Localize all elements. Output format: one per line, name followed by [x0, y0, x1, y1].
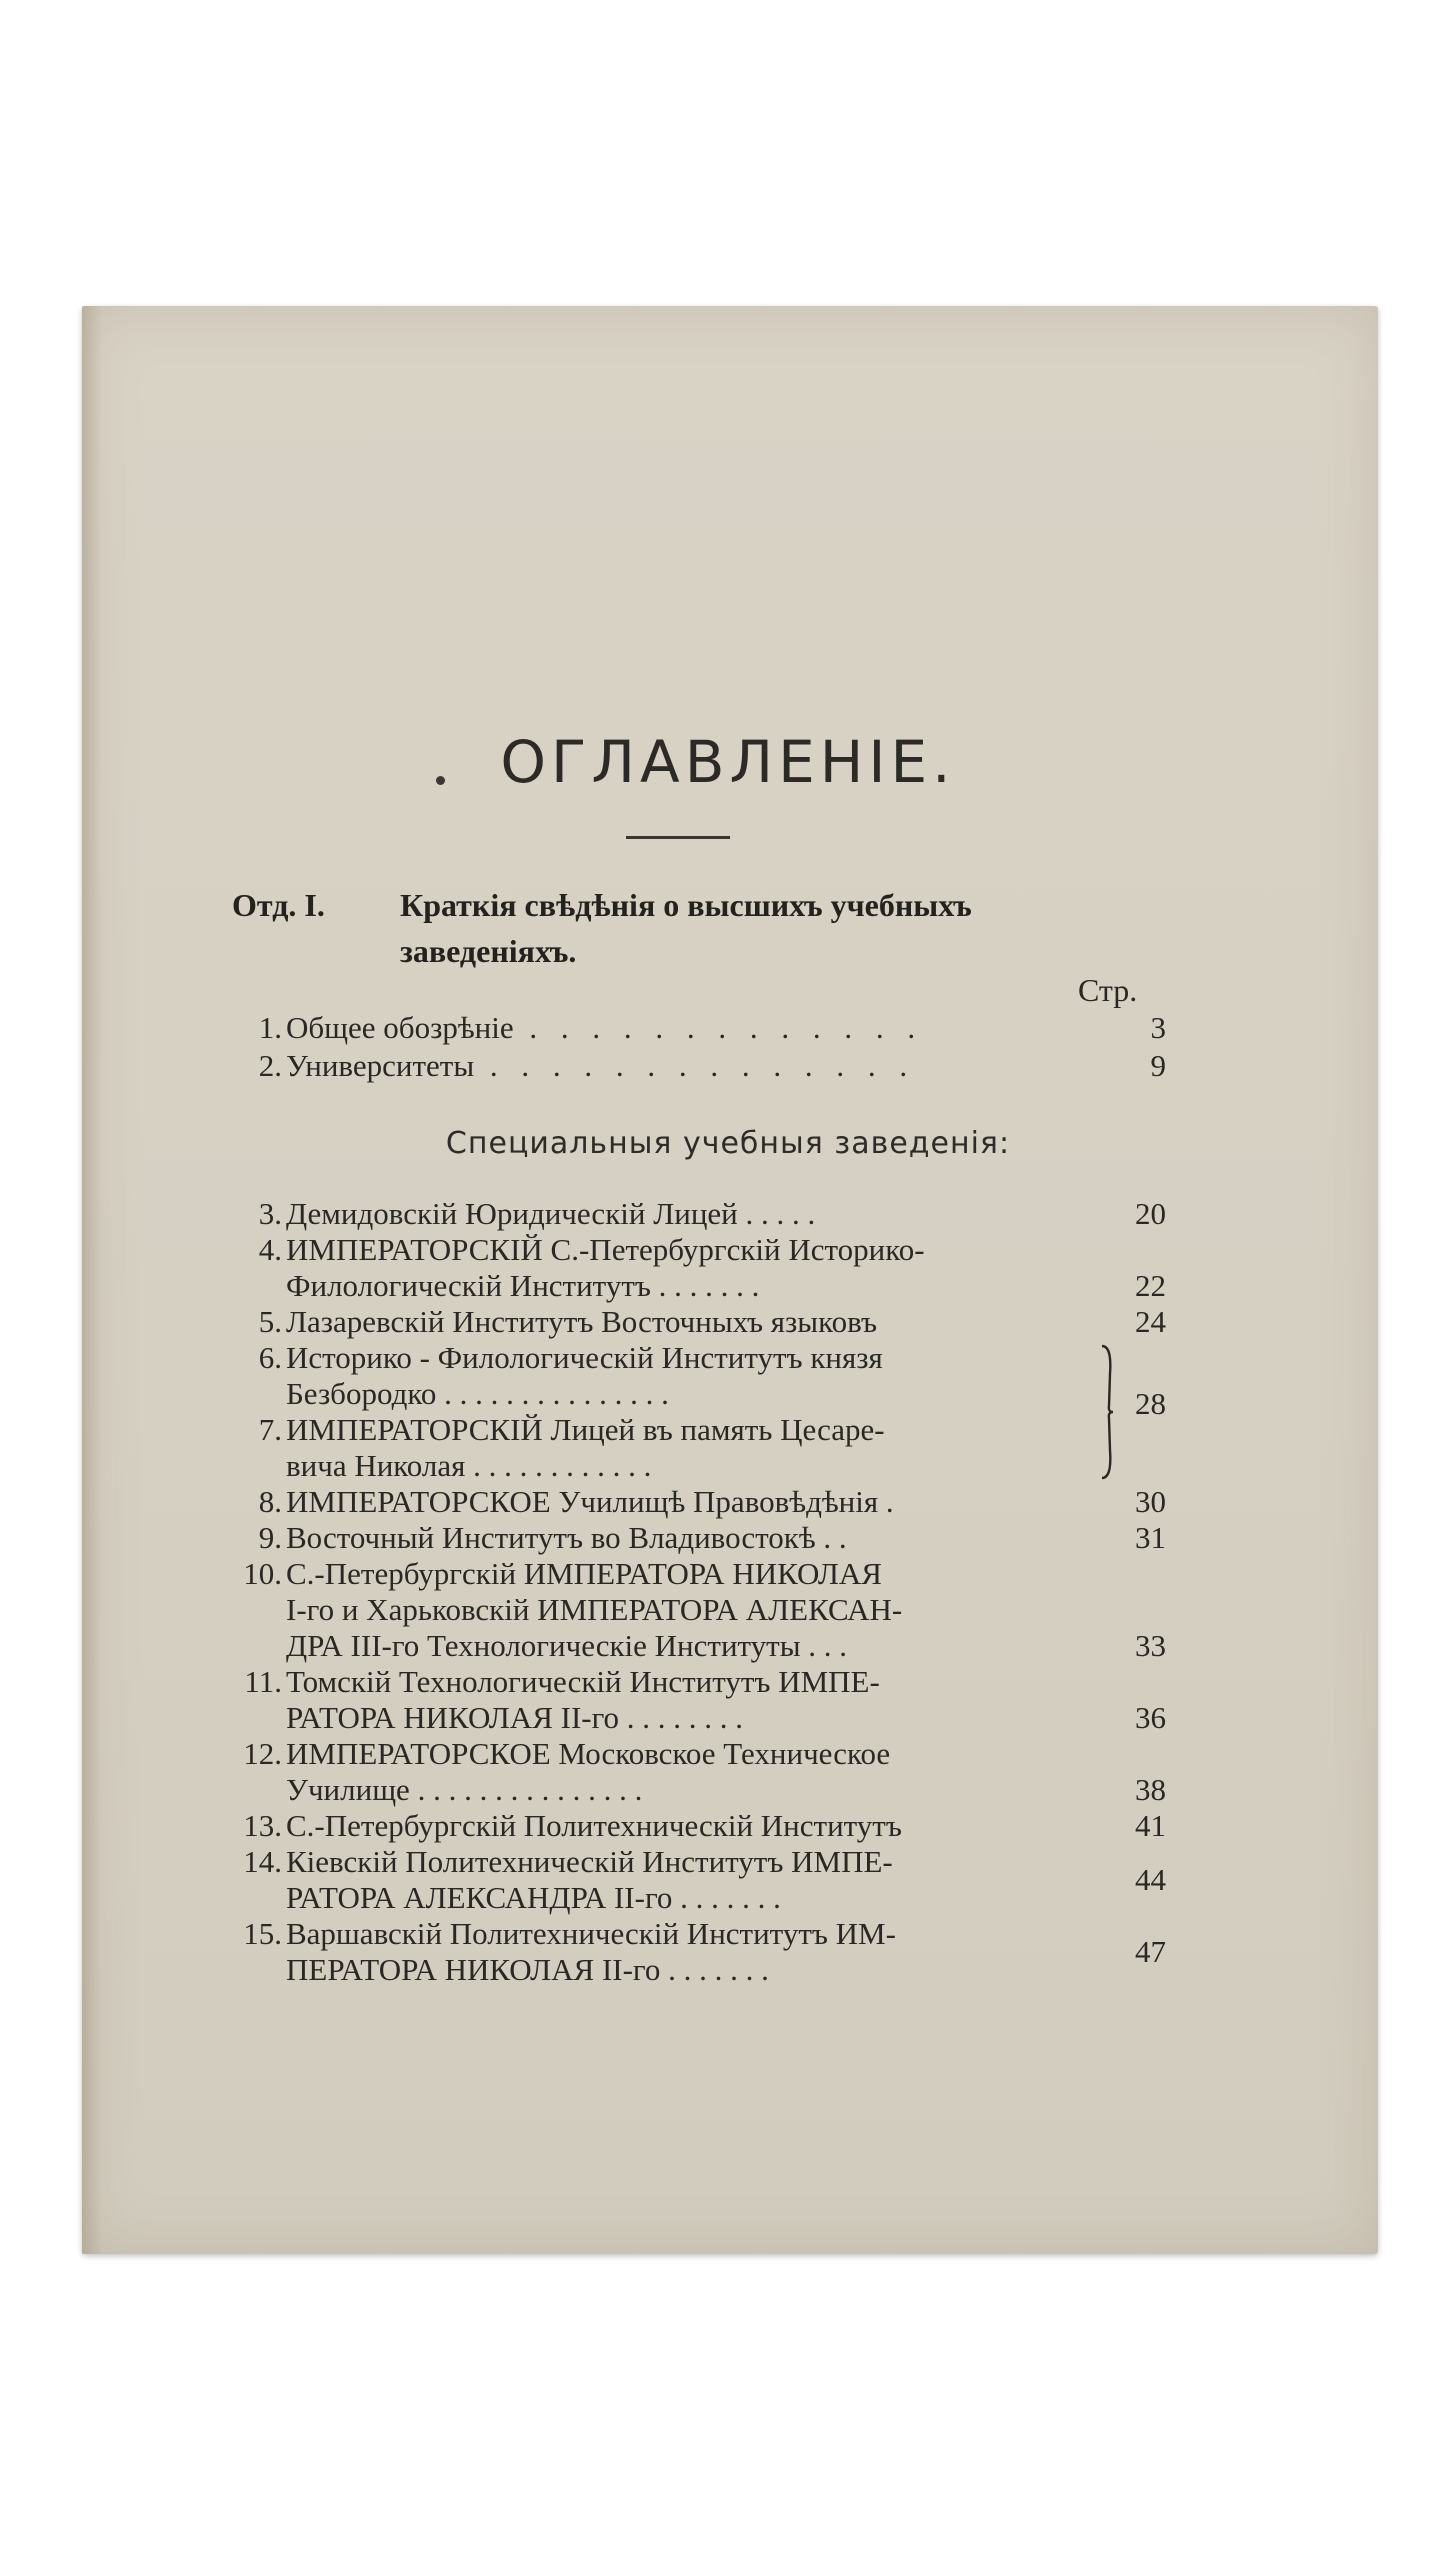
entry-line: вича Николая . . . . . . . . . . . .: [286, 1448, 652, 1483]
section-line-1: Краткія свѣдѣнія о высшихъ учебныхъ: [400, 887, 972, 923]
entry-line: Училище . . . . . . . . . . . . . . .: [286, 1772, 643, 1807]
entry-page: 24: [1135, 1304, 1166, 1339]
entry-page: 47: [1135, 1934, 1166, 1969]
entry-number: 10.: [243, 1556, 282, 1591]
entry-number: 8.: [258, 1484, 282, 1519]
entry-line: Демидовскій Юридическій Лицей . . . . .: [286, 1196, 816, 1231]
entry-line: I-го и Харьковскій ИМПЕРАТОРА АЛЕКСАН-: [286, 1592, 903, 1627]
entry-number: 6.: [258, 1340, 282, 1375]
toc-entry: [216, 1664, 1166, 1736]
entry-page: 38: [1135, 1772, 1166, 1807]
toc-entry: [216, 1196, 1166, 1232]
section-heading: [232, 882, 1162, 974]
page-edge-shadow: [82, 306, 102, 2254]
entry-page: 22: [1135, 1268, 1166, 1303]
entry-page: 30: [1135, 1484, 1166, 1519]
entry-number: 3.: [258, 1196, 282, 1231]
entry-line: ИМПЕРАТОРСКОЕ Училищѣ Правовѣдѣнія .: [286, 1484, 894, 1519]
toc-entry: [216, 1484, 1166, 1520]
entry-line: С.-Петербургскій ИМПЕРАТОРА НИКОЛАЯ: [286, 1556, 882, 1591]
entry-line: Томскій Технологическій Институтъ ИМПЕ-: [286, 1664, 880, 1699]
toc-entry: [216, 1844, 1166, 1916]
entry-line: Историко - Филологическій Институтъ князя: [286, 1340, 883, 1375]
title-divider: [626, 836, 730, 839]
entry-line: РАТОРА НИКОЛАЯ II-го . . . . . . . .: [286, 1700, 744, 1735]
entry-page: 41: [1135, 1808, 1166, 1843]
entry-number: 2.: [258, 1048, 282, 1083]
toc-special: [216, 1196, 1166, 1988]
entry-line: ДРА III-го Технологическіе Институты . . .: [286, 1628, 848, 1663]
entry-page: 9: [1150, 1048, 1166, 1083]
toc-entry: 2. Университеты . . . . . . . . . . . . . . 9: [216, 1048, 1166, 1086]
toc-entry: [216, 1232, 1166, 1304]
brace-bracket: [1100, 1344, 1114, 1480]
entry-line: Кіевскій Политехническій Институтъ ИМПЕ-: [286, 1844, 893, 1879]
entry-number: 14.: [243, 1844, 282, 1879]
entry-line: Восточный Институтъ во Владивостокѣ . .: [286, 1520, 847, 1555]
section-line-2: заведеніяхъ.: [400, 933, 577, 969]
toc-entry: [216, 1304, 1166, 1340]
toc-entry-group: [216, 1340, 1166, 1484]
decorative-dot: [436, 776, 445, 785]
toc-entry: [216, 1412, 1166, 1484]
entry-line: Лазаревскій Институтъ Восточныхъ языковъ: [286, 1304, 877, 1339]
entry-line: С.-Петербургскій Политехническій Институтъ: [286, 1808, 902, 1843]
toc-entry: [216, 1808, 1166, 1844]
entry-line: ИМПЕРАТОРСКIЙ Лицей въ память Цесаре-: [286, 1412, 885, 1447]
entry-line: РАТОРА АЛЕКСАНДРА II-го . . . . . . .: [286, 1880, 781, 1915]
entry-page-shared: 28: [1135, 1386, 1166, 1421]
entry-number: 13.: [243, 1808, 282, 1843]
entry-page: 44: [1135, 1862, 1166, 1897]
entry-number: 5.: [258, 1304, 282, 1339]
entry-line: ИМПЕРАТОРСКОЕ Московское Техническое: [286, 1736, 891, 1771]
entry-page: 36: [1135, 1700, 1166, 1735]
entry-number: 11.: [244, 1664, 282, 1699]
entry-number: 4.: [258, 1232, 282, 1267]
toc-entry: [216, 1916, 1166, 1988]
toc-entry: [216, 1556, 1166, 1664]
entry-number: 9.: [258, 1520, 282, 1555]
entry-line: Варшавскій Политехническій Институтъ ИМ-: [286, 1916, 896, 1951]
entry-number: 12.: [243, 1736, 282, 1771]
entry-page: 31: [1135, 1520, 1166, 1555]
entry-page: 33: [1135, 1628, 1166, 1663]
toc-entry: [216, 1340, 1166, 1412]
page-column-label: Стр.: [1078, 972, 1138, 1008]
entry-number: 15.: [243, 1916, 282, 1951]
special-heading: Специальныя учебныя заведенія:: [445, 1126, 1011, 1161]
entry-page: 20: [1135, 1196, 1166, 1231]
toc-general: [216, 1010, 1166, 1086]
entry-number: 1.: [258, 1010, 282, 1045]
entry-title: Университеты: [286, 1048, 475, 1083]
entry-title: Общее обозрѣніе: [286, 1010, 514, 1045]
toc-entry: [216, 1736, 1166, 1808]
entry-line: ИМПЕРАТОРСКIЙ С.-Петербургскій Историко-: [286, 1232, 925, 1267]
entry-line: Филологическій Институтъ . . . . . . .: [286, 1268, 760, 1303]
page-title: ОГЛАВЛЕНIЕ.: [500, 728, 956, 796]
entry-page: 3: [1150, 1010, 1166, 1045]
entry-line: ПЕРАТОРА НИКОЛАЯ II-го . . . . . . .: [286, 1952, 769, 1987]
toc-entry: 1. Общее обозрѣніе . . . . . . . . . . . . . 3: [216, 1010, 1166, 1048]
entry-line: Безбородко . . . . . . . . . . . . . . .: [286, 1376, 669, 1411]
toc-entry: [216, 1520, 1166, 1556]
entry-number: 7.: [258, 1412, 282, 1447]
section-prefix: Отд. I.: [232, 887, 325, 923]
